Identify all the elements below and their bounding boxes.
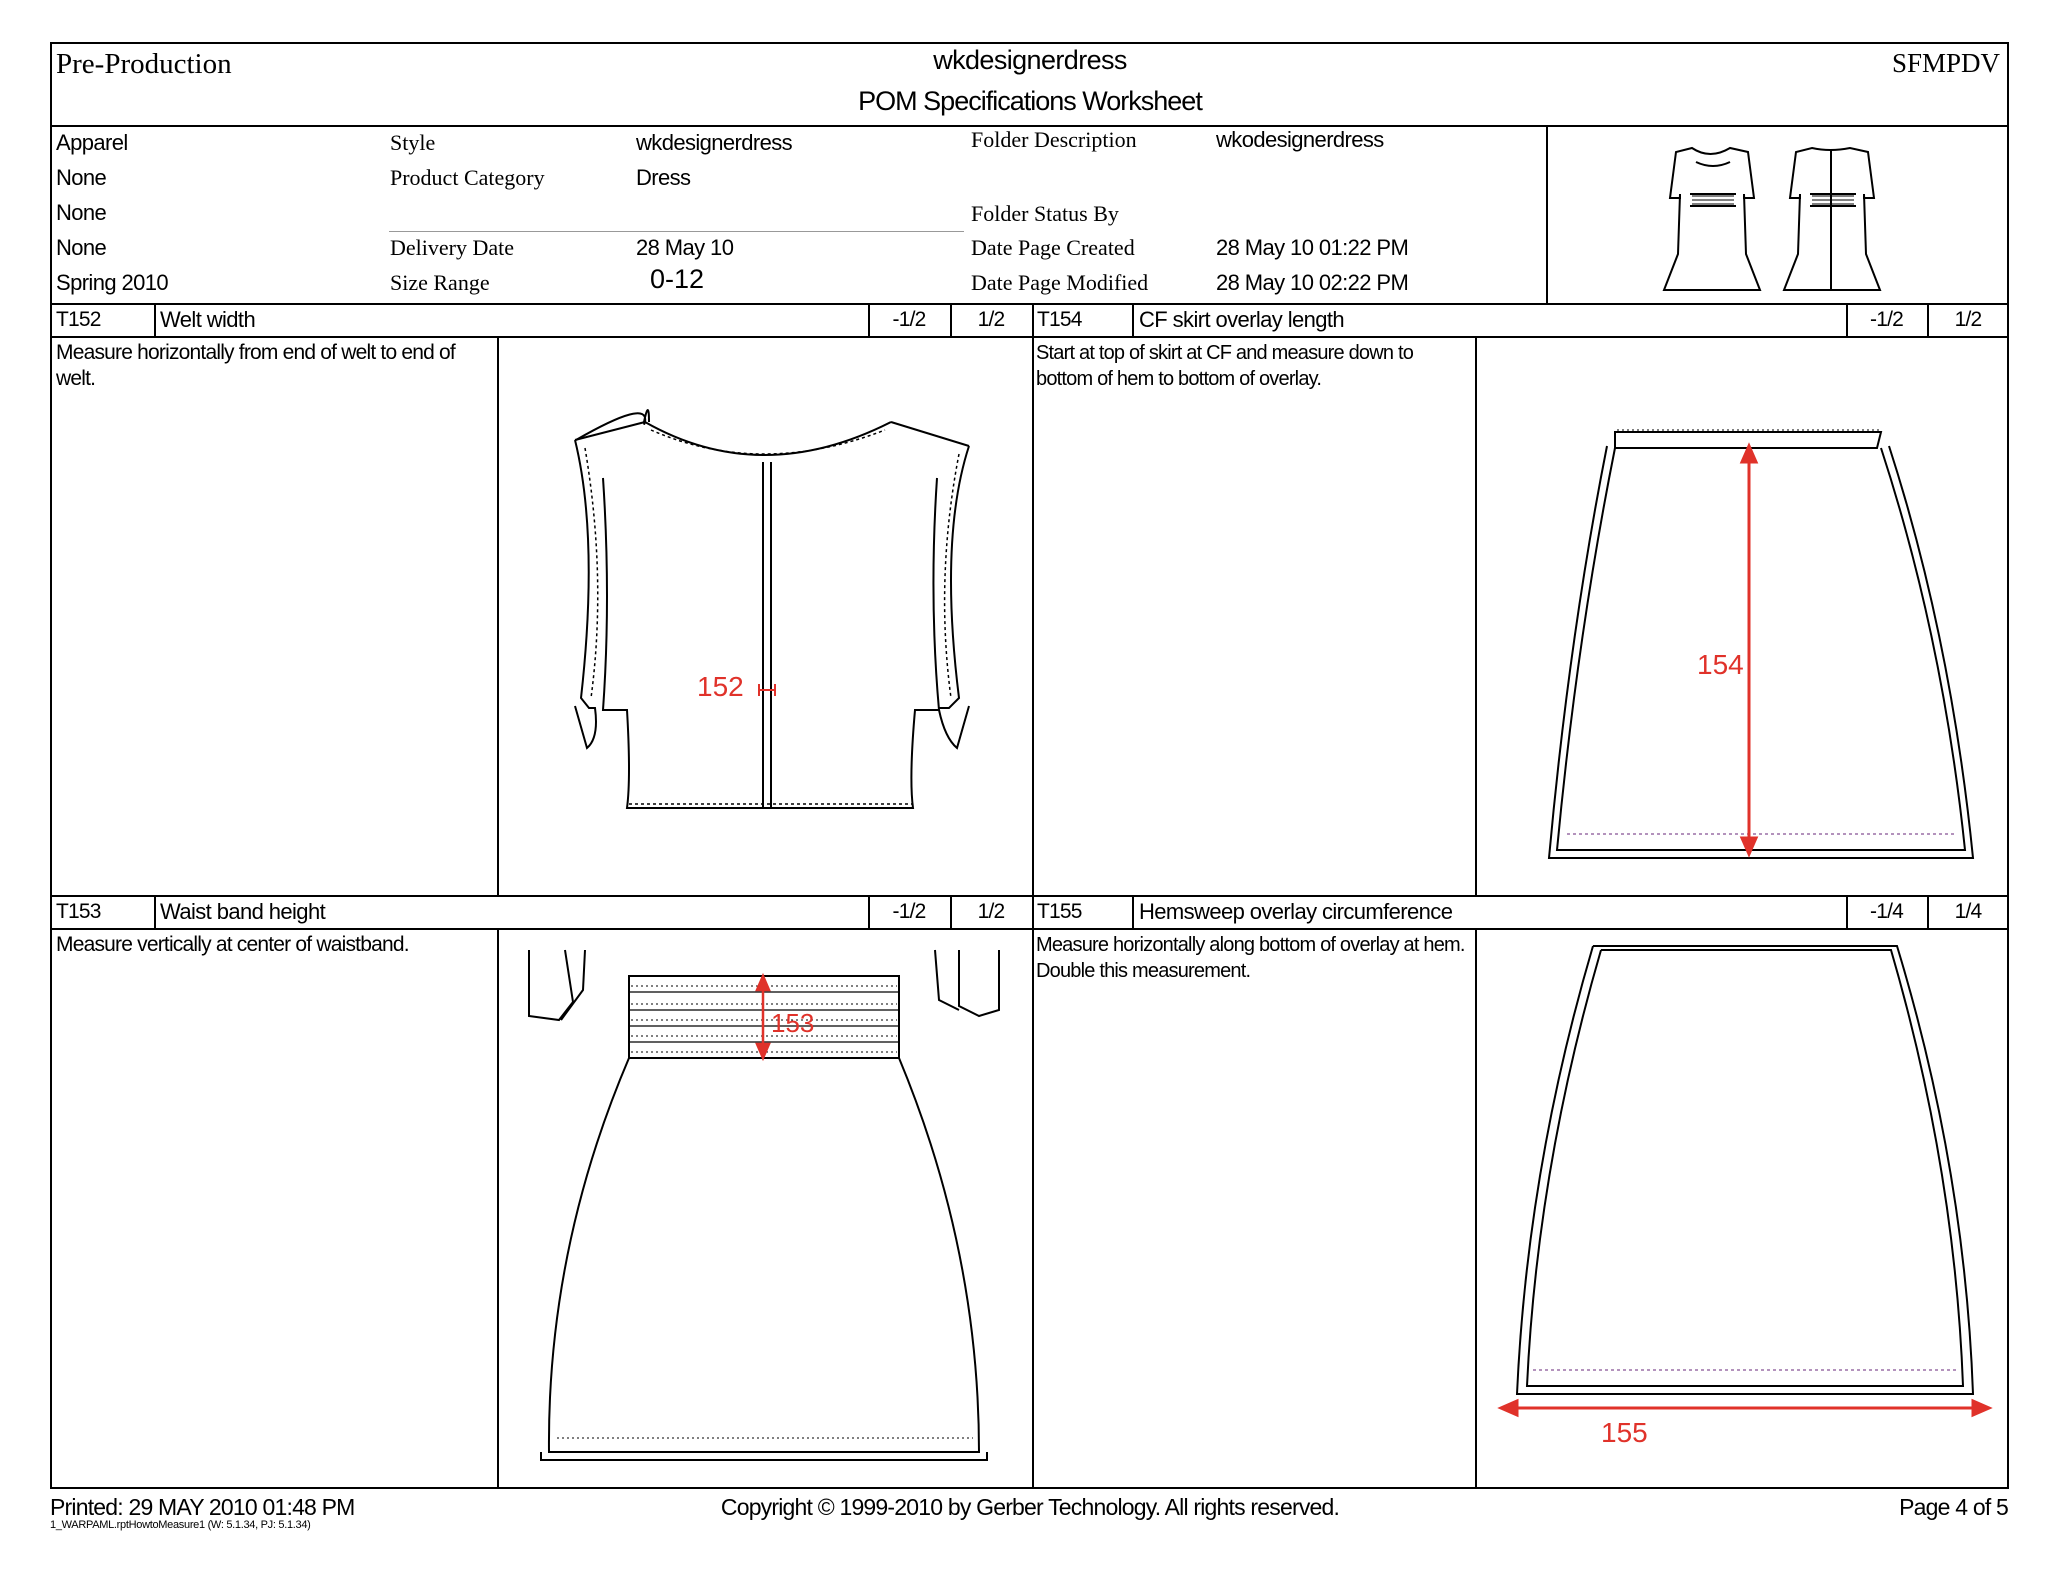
date-page-modified-label: Date Page Modified	[971, 270, 1149, 295]
marker-155: 155	[1601, 1417, 1648, 1448]
size-range-value: 0-12	[650, 264, 705, 294]
pom-sep	[154, 303, 156, 336]
info-left-2: None	[56, 165, 107, 190]
pom-tol-minus-t152: -1/2	[892, 308, 926, 331]
marker-153: 153	[771, 1008, 815, 1038]
info-left-1: Apparel	[56, 130, 128, 155]
pom-tol-plus-t153: 1/2	[977, 900, 1005, 923]
sketch-t154-skirt-overlay	[1477, 338, 2009, 894]
pom-sep	[154, 895, 156, 928]
pom-tol-plus-t152: 1/2	[977, 308, 1005, 331]
style-value: wkdesignerdress	[636, 130, 793, 155]
date-page-created-value: 28 May 10 01:22 PM	[1216, 235, 1409, 260]
copyright-notice: Copyright © 1999-2010 by Gerber Technology. All rights reserved.	[720, 1494, 1340, 1520]
phase-label: Pre-Production	[56, 48, 232, 80]
info-thin-rule	[389, 231, 964, 232]
marker-152: 152	[697, 671, 744, 702]
printed-timestamp: Printed: 29 MAY 2010 01:48 PM	[50, 1494, 355, 1520]
instruction-t152: Measure horizontally from end of welt to end of welt.	[56, 341, 455, 390]
product-category-label: Product Category	[390, 165, 545, 190]
folder-status-by-label: Folder Status By	[971, 201, 1119, 226]
info-left-4: None	[56, 235, 107, 260]
page-title: POM Specifications Worksheet	[858, 86, 1202, 116]
delivery-date-value: 28 May 10	[636, 235, 734, 260]
dress-thumbnails	[1660, 134, 1900, 294]
pom-tol-plus-t154: 1/2	[1954, 308, 1982, 331]
instruction-t155: Measure horizontally along bottom of overlay at hem. Double this measurement.	[1036, 934, 1465, 982]
pom-code-t153: T153	[56, 900, 101, 923]
pom-tol-minus-t153: -1/2	[892, 900, 926, 923]
pom-tol-minus-t154: -1/2	[1870, 308, 1903, 331]
page-number: Page 4 of 5	[1899, 1494, 2008, 1520]
sketch-t153-waistband	[499, 930, 1031, 1488]
report-id: 1_WARPAML.rptHowtoMeasure1 (W: 5.1.34, PJ: 5.1.34)	[50, 1519, 311, 1531]
info-left-3: None	[56, 200, 107, 225]
center-divider	[1032, 303, 1034, 1489]
pom-code-t154: T154	[1037, 308, 1082, 331]
sketch-t152-back-bodice	[499, 338, 1031, 894]
pom-code-t152: T152	[56, 308, 101, 331]
folder-description-value: wkodesignerdress	[1216, 127, 1384, 152]
pom-code-t155: T155	[1037, 900, 1082, 923]
instruction-t153: Measure vertically at center of waistband.	[56, 933, 409, 956]
product-category-value: Dress	[636, 165, 691, 190]
sketch-t155-hemsweep	[1477, 930, 2009, 1488]
pom-name-t155: Hemsweep overlay circumference	[1139, 899, 1453, 924]
pom-sep	[1132, 895, 1134, 928]
date-page-created-label: Date Page Created	[971, 235, 1135, 260]
marker-154: 154	[1697, 649, 1744, 680]
pom-name-t153: Waist band height	[160, 899, 326, 924]
pom-sep	[1132, 303, 1134, 336]
style-name-title: wkdesignerdress	[933, 45, 1127, 75]
dress-back-thumbnail	[1784, 148, 1880, 290]
style-label: Style	[390, 130, 436, 155]
pom-name-t152: Welt width	[160, 307, 256, 332]
pom-name-t154: CF skirt overlay length	[1139, 307, 1345, 332]
info-left-5: Spring 2010	[56, 270, 169, 295]
pom-row-divider	[50, 895, 2009, 897]
pom-tol-minus-t155: -1/4	[1870, 900, 1903, 923]
size-range-label: Size Range	[390, 270, 490, 295]
delivery-date-label: Delivery Date	[390, 235, 514, 260]
info-divider	[50, 303, 2009, 305]
thumb-divider	[1546, 126, 1548, 303]
dress-front-thumbnail	[1664, 148, 1760, 290]
date-page-modified-value: 28 May 10 02:22 PM	[1216, 270, 1409, 295]
pom-tol-plus-t155: 1/4	[1954, 900, 1982, 923]
folder-description-label: Folder Description	[971, 127, 1137, 152]
instruction-t154: Start at top of skirt at CF and measure down to bottom of hem to bottom of overlay.	[1036, 342, 1414, 390]
sheet-code: SFMPDV	[1891, 48, 2000, 78]
